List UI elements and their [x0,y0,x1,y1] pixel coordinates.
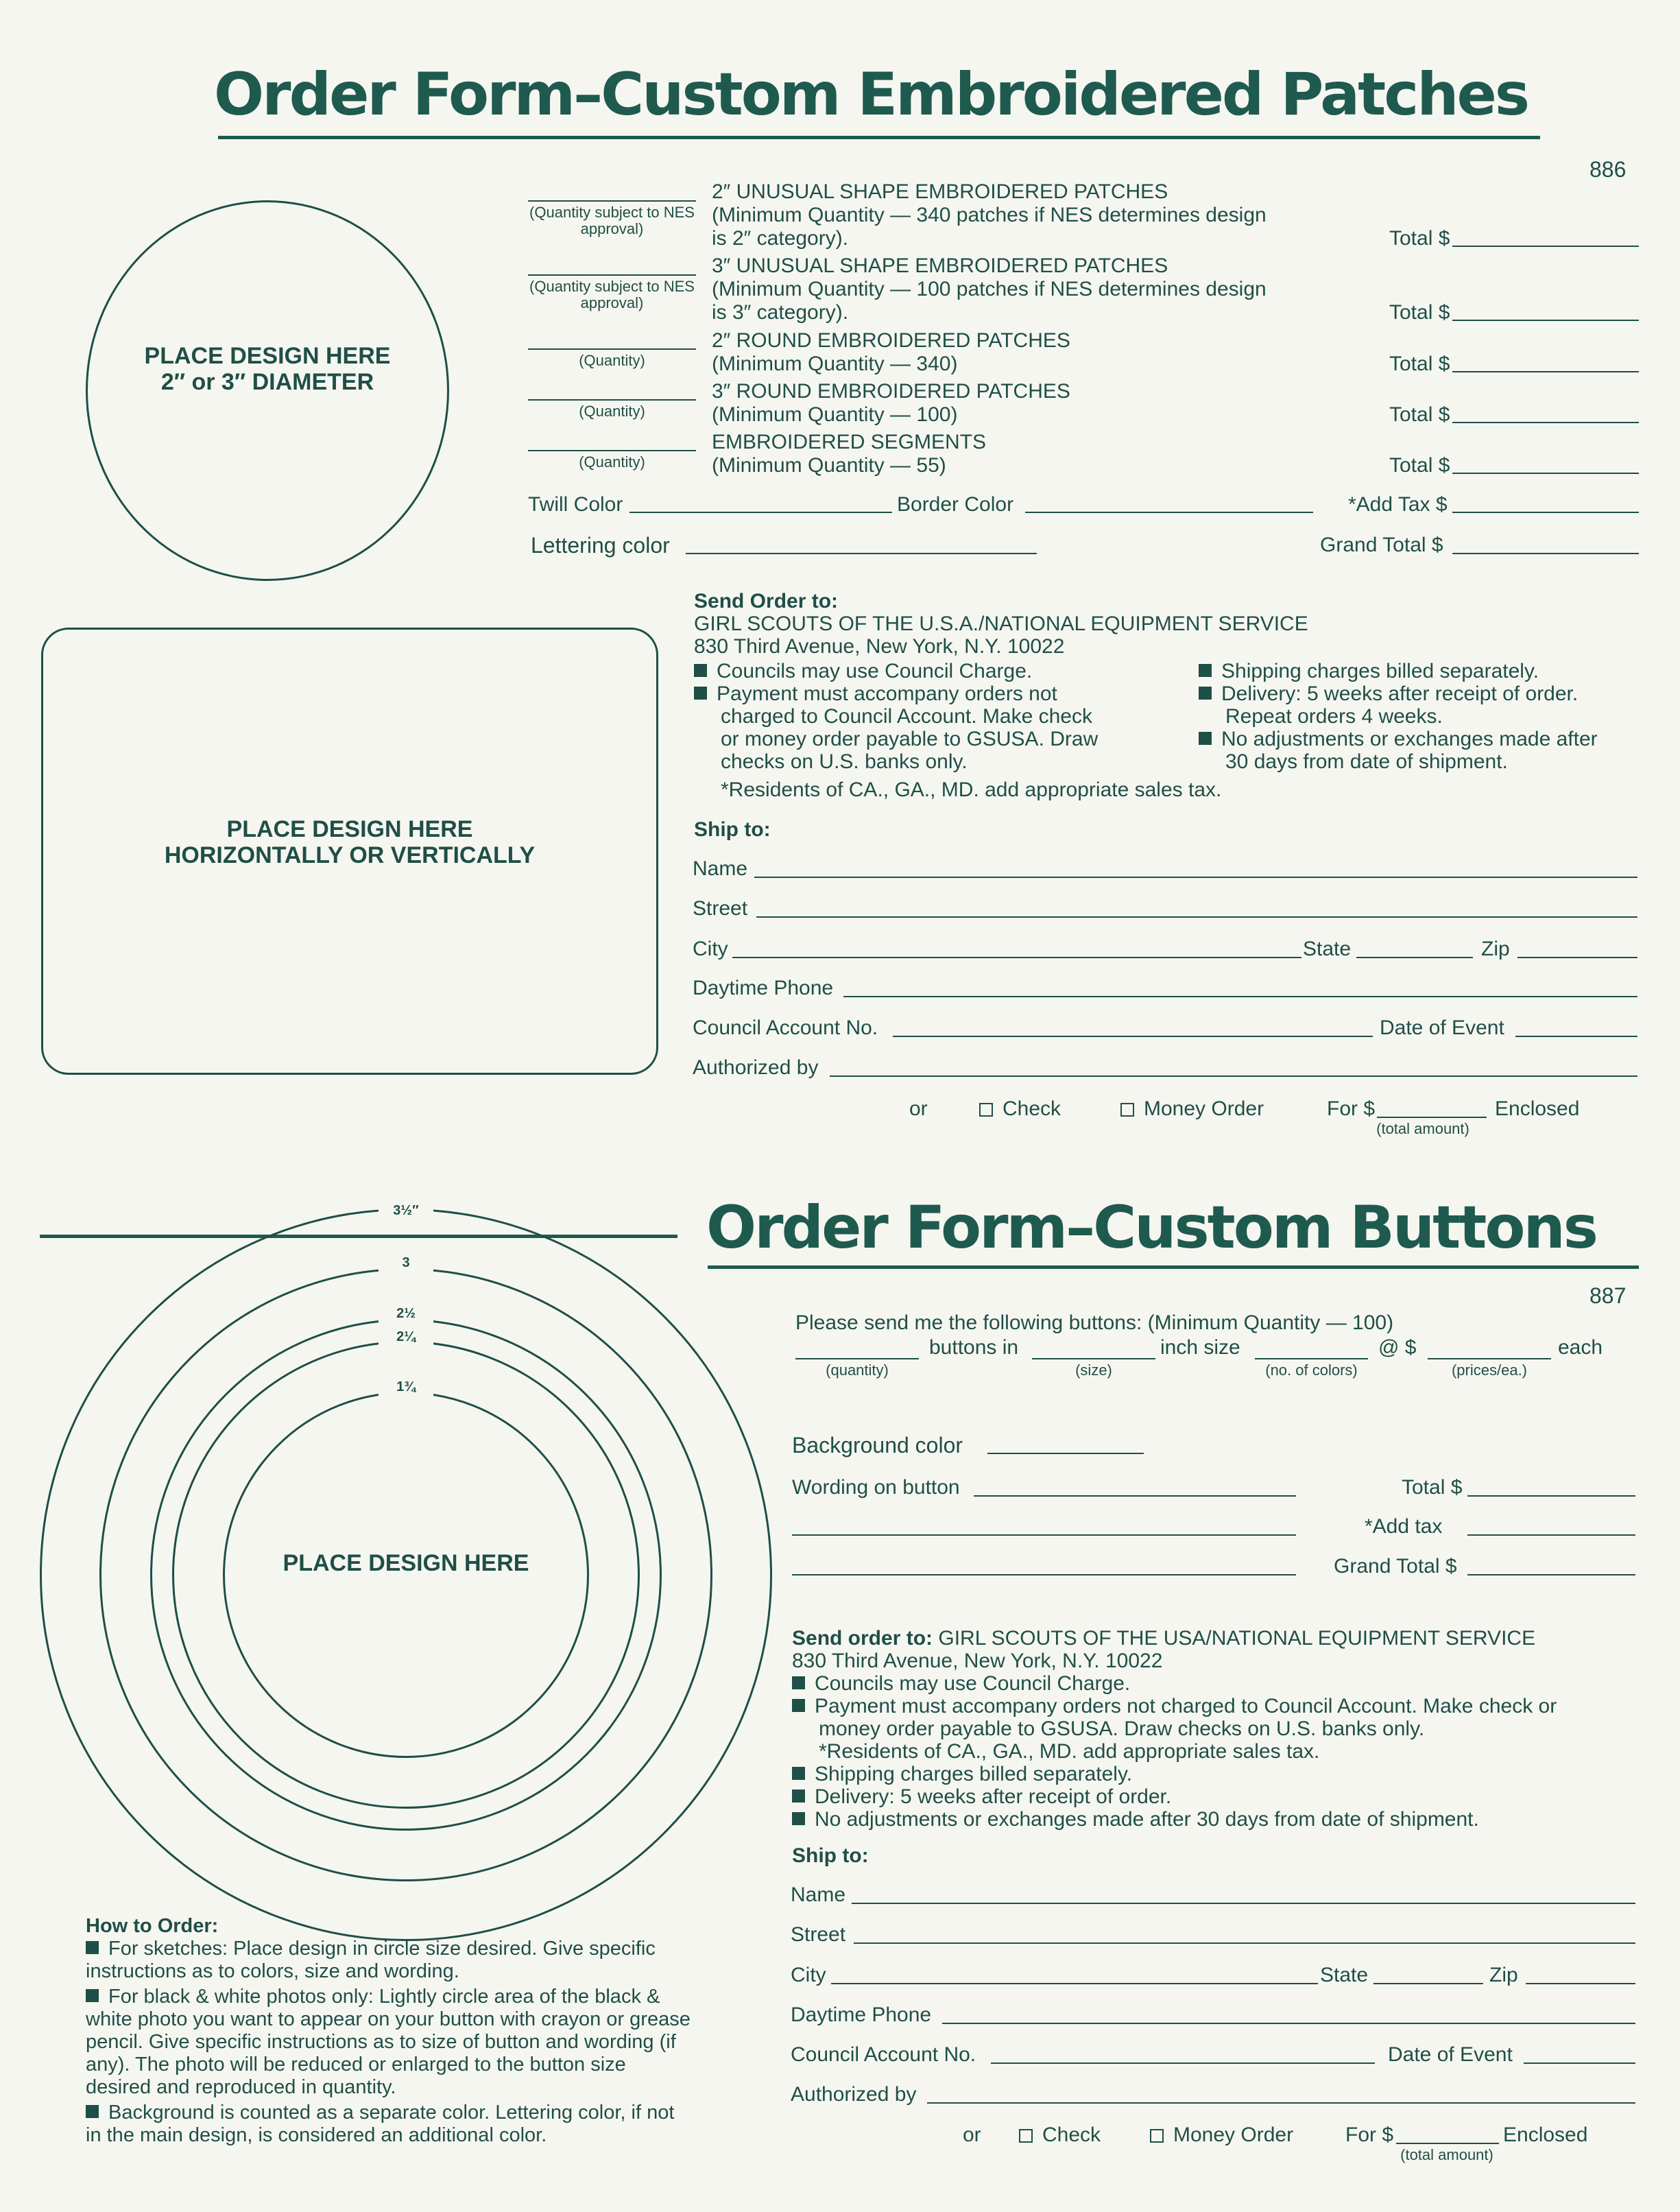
ship-to-heading: Ship to: [792,1844,869,1867]
street-field[interactable] [756,916,1637,918]
quantity-note: (quantity) [826,1361,889,1379]
quantity-field[interactable] [528,399,696,401]
bullet-payment: Payment must accompany orders not charged to Council Account. Make check or [792,1695,1557,1718]
size-field[interactable] [1032,1358,1155,1359]
or-label: or [963,2124,981,2146]
daytime-phone-field[interactable] [843,996,1637,997]
residents-note: *Residents of CA., GA., MD. add appropriate sales tax. [721,778,1222,801]
state-label: State [1320,1964,1369,1986]
buttons-title-rule [708,1265,1639,1269]
authorized-by-label: Authorized by [693,1056,819,1079]
item-title: 2″ ROUND EMBROIDERED PATCHES [712,329,1070,352]
checkbox-icon[interactable] [979,1103,993,1117]
total-label: Total $ [1389,353,1450,375]
bullet-icon [792,1767,805,1780]
quantity-note: (Quantity subject to NES approval) [529,278,695,311]
colors-field[interactable] [1255,1358,1368,1359]
quantity-field[interactable] [528,348,696,350]
total-field[interactable] [1452,320,1639,321]
patches-title: Order Form–Custom Embroidered Patches [214,60,1528,129]
checkbox-icon[interactable] [1150,2129,1164,2143]
how-to-order-line: white photo you want to appear on your button with crayon or grease [86,2008,691,2030]
wording-field-1[interactable] [974,1495,1296,1497]
grand-total-field[interactable] [1467,1574,1635,1575]
date-of-event-label: Date of Event [1388,2043,1513,2066]
bullet-icon [694,664,707,677]
item-title: EMBROIDERED SEGMENTS [712,431,987,453]
add-tax-field[interactable] [1467,1534,1635,1536]
checkbox-icon[interactable] [1019,2129,1033,2143]
circle-label: PLACE DESIGN HERE [283,1550,529,1576]
total-field[interactable] [1452,422,1639,423]
please-send-text: Please send me the following buttons: (Minimum Quantity — 100) [795,1311,1394,1334]
city-field[interactable] [831,1983,1318,1984]
size-label: 2¼ [379,1325,433,1348]
inch-size-label: inch size [1160,1336,1240,1359]
twill-color-field[interactable] [629,512,892,513]
money-order-checkbox[interactable]: Money Order [1150,2124,1293,2147]
ship-to-heading: Ship to: [694,818,771,841]
name-field[interactable] [754,877,1637,878]
bullet-icon [792,1812,805,1825]
state-label: State [1303,938,1352,960]
daytime-phone-field[interactable] [942,2023,1635,2024]
total-field[interactable] [1452,246,1639,247]
council-account-label: Council Account No. [791,2043,976,2066]
add-tax-label: *Add Tax $ [1348,493,1448,516]
wording-field-2[interactable] [792,1534,1296,1536]
item-title: 2″ UNUSUAL SHAPE EMBROIDERED PATCHES [712,180,1168,203]
item-title: 3″ UNUSUAL SHAPE EMBROIDERED PATCHES [712,254,1168,277]
each-label: each [1558,1336,1603,1359]
bullet-shipping: Shipping charges billed separately. [1199,660,1539,683]
how-to-order-background: Background is counted as a separate color. Lettering color, if not [86,2102,674,2124]
border-color-label: Border Color [897,493,1014,516]
total-label: Total $ [1389,227,1450,250]
background-color-field[interactable] [987,1453,1144,1454]
how-to-order-heading: How to Order: [86,1915,219,1937]
size-note: (size) [1075,1361,1112,1379]
bullet-delivery-cont: Repeat orders 4 weeks. [1225,705,1443,728]
council-account-field[interactable] [893,1036,1373,1037]
wording-field-3[interactable] [792,1574,1296,1575]
street-field[interactable] [854,1942,1635,1944]
total-label: Total $ [1389,301,1450,324]
total-field[interactable] [1452,371,1639,372]
quantity-note: (Quantity subject to NES approval) [529,204,695,237]
bullet-council-charge: Councils may use Council Charge. [792,1672,1130,1696]
authorized-by-label: Authorized by [791,2083,917,2106]
total-label: Total $ [1389,403,1450,426]
grand-total-label: Grand Total $ [1334,1555,1457,1578]
zip-label: Zip [1489,1964,1518,1986]
send-order-org: GIRL SCOUTS OF THE U.S.A./NATIONAL EQUIPMENT SERVICE [694,613,1308,635]
price-field[interactable] [1428,1358,1551,1359]
item-minimum: (Minimum Quantity — 55) [712,454,946,477]
date-of-event-field[interactable] [1515,1036,1637,1037]
how-to-order-line: pencil. Give specific instructions as to size of button and wording (if [86,2031,676,2053]
item-minimum-cont: is 2″ category). [712,227,849,250]
daytime-phone-label: Daytime Phone [791,2003,932,2026]
twill-color-label: Twill Color [528,493,623,516]
bullet-icon [792,1699,805,1712]
name-label: Name [693,857,748,880]
council-account-field[interactable] [991,2062,1375,2064]
bullet-adjustments-cont: 30 days from date of shipment. [1225,750,1508,773]
bullet-icon [86,2105,99,2118]
quantity-field[interactable] [795,1358,919,1359]
grand-total-field[interactable] [1452,553,1639,554]
quantity-field[interactable] [528,450,696,451]
authorized-by-field[interactable] [830,1075,1637,1077]
send-order-heading: Send Order to: [694,590,839,613]
date-of-event-field[interactable] [1524,2062,1635,2064]
how-to-order-line: desired and reproduced in quantity. [86,2076,396,2098]
total-field[interactable] [1452,473,1639,474]
authorized-by-field[interactable] [927,2102,1635,2104]
total-label: Total $ [1402,1476,1463,1499]
send-order-address: 830 Third Avenue, New York, N.Y. 10022 [694,635,1065,658]
size-label: 2½ [379,1302,433,1325]
grand-total-label: Grand Total $ [1320,534,1443,556]
how-to-order-sketches: For sketches: Place design in circle size desired. Give specific [86,1938,656,1960]
at-label: @ $ [1378,1336,1417,1359]
city-label: City [791,1964,826,1986]
zip-field[interactable] [1517,957,1637,958]
bullet-payment-cont: or money order payable to GSUSA. Draw [721,728,1099,750]
street-label: Street [693,897,748,920]
name-field[interactable] [852,1903,1635,1904]
total-amount-field[interactable] [1377,1117,1487,1118]
item-title: 3″ ROUND EMBROIDERED PATCHES [712,380,1070,403]
bullet-icon [1199,687,1212,700]
bullet-delivery: Delivery: 5 weeks after receipt of order. [792,1785,1171,1809]
bullet-icon [792,1676,805,1689]
how-to-order-line: in the main design, is considered an additional color. [86,2124,547,2146]
bullet-icon [1199,732,1212,745]
item-minimum: (Minimum Quantity — 340 patches if NES determines design [712,204,1267,226]
quantity-note: (Quantity) [579,453,645,471]
bullet-council-charge: Councils may use Council Charge. [694,660,1032,683]
size-label: 3½″ [379,1199,433,1222]
enclosed-label: Enclosed [1503,2124,1588,2146]
form-number: 886 [1589,157,1627,182]
total-amount-note: (total amount) [1400,2146,1493,2163]
city-field[interactable] [732,957,1301,958]
check-checkbox[interactable]: Check [979,1097,1061,1121]
name-label: Name [791,1883,846,1906]
quantity-field[interactable] [528,274,696,276]
quantity-note: (Quantity) [579,352,645,369]
enclosed-label: Enclosed [1495,1097,1580,1120]
item-minimum-cont: is 3″ category). [712,301,849,324]
bullet-delivery: Delivery: 5 weeks after receipt of order. [1199,682,1578,706]
add-tax-label: *Add tax [1365,1515,1443,1538]
circle-label: PLACE DESIGN HERE 2″ or 3″ DIAMETER [144,343,391,395]
or-label: or [909,1097,928,1120]
daytime-phone-label: Daytime Phone [693,977,834,999]
residents-note: *Residents of CA., GA., MD. add appropriate sales tax. [819,1740,1320,1763]
money-order-checkbox[interactable]: Money Order [1120,1097,1264,1121]
how-to-order-line: any). The photo will be reduced or enlarged to the button size [86,2054,626,2076]
buttons-title: Order Form–Custom Buttons [706,1193,1596,1262]
bullet-adjustments: No adjustments or exchanges made after 30 days from date of shipment. [792,1808,1479,1831]
zip-field[interactable] [1526,1983,1635,1984]
border-color-field[interactable] [1025,512,1313,513]
send-order-line: Send order to: GIRL SCOUTS OF THE USA/NATIONAL EQUIPMENT SERVICE [792,1627,1536,1650]
date-of-event-label: Date of Event [1380,1016,1504,1039]
total-amount-note: (total amount) [1376,1120,1469,1137]
price-note: (prices/ea.) [1451,1361,1528,1379]
city-label: City [693,938,728,960]
bullet-payment-cont: checks on U.S. banks only. [721,750,968,773]
council-account-label: Council Account No. [693,1016,878,1039]
background-color-label: Background color [792,1433,963,1458]
add-tax-field[interactable] [1452,512,1639,513]
bullet-payment: Payment must accompany orders not [694,682,1057,706]
lettering-color-label: Lettering color [531,533,670,558]
form-number: 887 [1589,1283,1627,1308]
item-minimum: (Minimum Quantity — 100) [712,403,958,426]
how-to-order-line: instructions as to colors, size and wording. [86,1960,459,1982]
zip-label: Zip [1481,938,1510,960]
wording-label: Wording on button [792,1476,960,1499]
bullet-icon [86,1941,99,1954]
state-field[interactable] [1373,1983,1483,1984]
total-amount-field[interactable] [1396,2143,1499,2144]
item-minimum: (Minimum Quantity — 100 patches if NES determines design [712,278,1267,300]
for-label: For $ [1345,2124,1394,2146]
bullet-icon [1199,664,1212,677]
size-label: 3 [379,1251,433,1274]
total-label: Total $ [1389,454,1450,477]
for-label: For $ [1327,1097,1376,1120]
bullet-icon [86,1989,99,2002]
size-label: 1¾ [379,1375,433,1399]
lettering-color-field[interactable] [686,553,1037,554]
colors-note: (no. of colors) [1265,1361,1358,1379]
street-label: Street [791,1923,846,1946]
send-order-address: 830 Third Avenue, New York, N.Y. 10022 [792,1650,1163,1672]
check-checkbox[interactable]: Check [1019,2124,1101,2147]
title-rule [218,136,1540,139]
bullet-payment-cont: money order payable to GSUSA. Draw checks on U.S. banks only. [819,1717,1425,1740]
bullet-adjustments: No adjustments or exchanges made after [1199,728,1598,751]
quantity-note: (Quantity) [579,403,645,420]
bullet-icon [792,1789,805,1803]
bullet-shipping: Shipping charges billed separately. [792,1763,1132,1786]
bullet-payment-cont: charged to Council Account. Make check [721,705,1092,728]
bullet-icon [694,687,707,700]
total-field[interactable] [1467,1495,1635,1497]
checkbox-icon[interactable] [1120,1103,1134,1117]
state-field[interactable] [1356,957,1473,958]
how-to-order-photos: For black & white photos only: Lightly circle area of the black & [86,1986,660,2008]
item-minimum: (Minimum Quantity — 340) [712,353,958,375]
buttons-in-label: buttons in [929,1336,1019,1359]
quantity-field[interactable] [528,200,696,202]
rectangle-label: PLACE DESIGN HERE HORIZONTALLY OR VERTICALLY [164,816,536,868]
